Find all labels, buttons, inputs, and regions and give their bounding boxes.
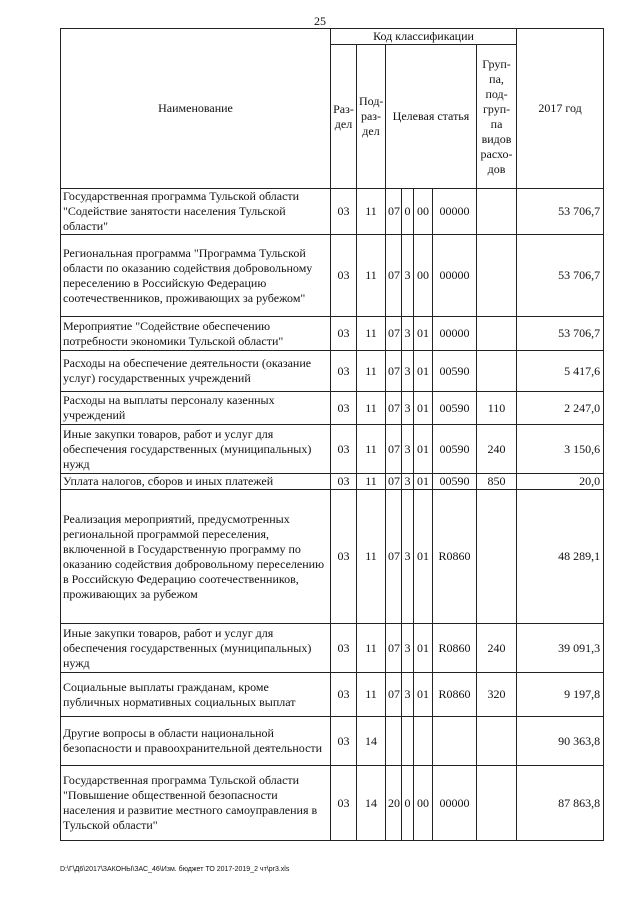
row-article-event: 01 — [414, 673, 433, 717]
header-expense-group: Груп- па, под- груп- па видов расхо- дов — [477, 45, 517, 189]
row-name: Государственная программа Тульской области "Содействие занятости населения Тульской области" — [61, 189, 331, 235]
page-number: 25 — [314, 14, 326, 28]
table-row — [61, 717, 604, 766]
row-article-subprogram — [402, 717, 414, 766]
row-name: Социальные выплаты гражданам, кроме публичных нормативных социальных выплат — [61, 673, 331, 717]
row-expense-group: 240 — [477, 425, 517, 474]
row-article-event: 01 — [414, 425, 433, 474]
row-article-program: 07 — [386, 425, 402, 474]
row-article-event: 00 — [414, 766, 433, 841]
row-name: Уплата налогов, сборов и иных платежей — [61, 474, 331, 490]
row-expense-group: 240 — [477, 624, 517, 673]
row-section: 03 — [331, 490, 357, 624]
row-expense-group: 850 — [477, 474, 517, 490]
table-row — [61, 235, 604, 317]
row-section: 03 — [331, 474, 357, 490]
row-name: Расходы на выплаты персоналу казенных учреждений — [61, 392, 331, 425]
row-article-subprogram: 3 — [402, 425, 414, 474]
row-article-program: 07 — [386, 317, 402, 351]
row-article-program: 07 — [386, 490, 402, 624]
row-amount: 53 706,7 — [517, 189, 604, 235]
row-article-program — [386, 717, 402, 766]
row-article-direction: 00590 — [433, 351, 477, 392]
row-expense-group — [477, 351, 517, 392]
row-article-subprogram: 3 — [402, 673, 414, 717]
row-section: 03 — [331, 189, 357, 235]
header-target-article: Целевая статья — [386, 45, 477, 189]
row-section: 03 — [331, 766, 357, 841]
footer-file-path: D:\Г\Д6\2017\ЗАКОНЫ\ЗАС_46\Изм. бюджет ТО 2017-2019_2 чт\pr3.xls — [60, 866, 290, 873]
row-name: Реализация мероприятий, предусмотренных региональной программой переселения, включенной в Государственную программу по оказанию содействия добровольному переселению в Российскую Федерацию соотечественников, проживающих за рубежом — [61, 490, 331, 624]
row-article-direction: R0860 — [433, 673, 477, 717]
row-name: Мероприятие "Содействие обеспечению потребности экономики Тульской области" — [61, 317, 331, 351]
table-row — [61, 624, 604, 673]
row-expense-group — [477, 717, 517, 766]
row-amount: 53 706,7 — [517, 235, 604, 317]
header-subsection: Под- раз- дел — [357, 45, 386, 189]
row-article-program: 07 — [386, 235, 402, 317]
row-article-subprogram: 0 — [402, 766, 414, 841]
table-row — [61, 425, 604, 474]
row-article-event: 00 — [414, 189, 433, 235]
row-expense-group — [477, 189, 517, 235]
row-amount: 48 289,1 — [517, 490, 604, 624]
row-article-subprogram: 3 — [402, 624, 414, 673]
row-article-program: 07 — [386, 673, 402, 717]
row-section: 03 — [331, 351, 357, 392]
budget-table — [60, 28, 604, 841]
table-header — [61, 29, 604, 189]
row-article-program: 07 — [386, 474, 402, 490]
row-section: 03 — [331, 235, 357, 317]
row-article-event: 01 — [414, 392, 433, 425]
row-article-program: 07 — [386, 351, 402, 392]
row-article-event: 01 — [414, 317, 433, 351]
row-subsection: 11 — [357, 673, 386, 717]
row-article-direction: 00000 — [433, 235, 477, 317]
table-row — [61, 766, 604, 841]
row-subsection: 11 — [357, 351, 386, 392]
row-subsection: 11 — [357, 474, 386, 490]
row-article-subprogram: 3 — [402, 235, 414, 317]
row-article-subprogram: 3 — [402, 490, 414, 624]
header-year: 2017 год — [517, 29, 604, 189]
row-amount: 20,0 — [517, 474, 604, 490]
row-amount: 5 417,6 — [517, 351, 604, 392]
row-article-direction: 00000 — [433, 317, 477, 351]
row-article-direction: 00000 — [433, 189, 477, 235]
row-name: Другие вопросы в области национальной безопасности и правоохранительной деятельности — [61, 717, 331, 766]
row-expense-group — [477, 235, 517, 317]
row-article-direction: 00590 — [433, 392, 477, 425]
table-row — [61, 189, 604, 235]
row-name: Региональная программа "Программа Тульской области по оказанию содействия добровольному переселению в Российскую Федерацию соотечественников, проживающих за рубежом" — [61, 235, 331, 317]
row-article-program: 07 — [386, 624, 402, 673]
row-article-subprogram: 3 — [402, 317, 414, 351]
row-section: 03 — [331, 425, 357, 474]
row-subsection: 11 — [357, 490, 386, 624]
row-article-subprogram: 3 — [402, 474, 414, 490]
row-subsection: 11 — [357, 624, 386, 673]
row-section: 03 — [331, 673, 357, 717]
header-name: Наименование — [61, 29, 331, 189]
row-subsection: 11 — [357, 392, 386, 425]
row-article-program: 07 — [386, 392, 402, 425]
row-article-direction: 00590 — [433, 425, 477, 474]
row-name: Государственная программа Тульской области "Повышение общественной безопасности населения и развитие местного самоуправления в Тульской области" — [61, 766, 331, 841]
row-section: 03 — [331, 717, 357, 766]
table-row — [61, 317, 604, 351]
row-article-program: 20 — [386, 766, 402, 841]
row-amount: 53 706,7 — [517, 317, 604, 351]
row-amount: 3 150,6 — [517, 425, 604, 474]
row-article-event: 01 — [414, 474, 433, 490]
row-article-subprogram: 3 — [402, 392, 414, 425]
table-row — [61, 474, 604, 490]
header-section: Раз- дел — [331, 45, 357, 189]
row-article-program: 07 — [386, 189, 402, 235]
row-expense-group: 110 — [477, 392, 517, 425]
row-expense-group — [477, 317, 517, 351]
row-subsection: 11 — [357, 425, 386, 474]
table-row — [61, 490, 604, 624]
row-article-direction: 00590 — [433, 474, 477, 490]
row-article-subprogram: 3 — [402, 351, 414, 392]
row-article-event: 01 — [414, 351, 433, 392]
row-article-subprogram: 0 — [402, 189, 414, 235]
row-section: 03 — [331, 317, 357, 351]
row-article-event — [414, 717, 433, 766]
row-expense-group — [477, 766, 517, 841]
row-article-event: 00 — [414, 235, 433, 317]
row-article-direction: R0860 — [433, 624, 477, 673]
row-name: Расходы на обеспечение деятельности (оказание услуг) государственных учреждений — [61, 351, 331, 392]
header-code-group: Код классификации — [331, 29, 517, 45]
row-expense-group: 320 — [477, 673, 517, 717]
row-article-direction — [433, 717, 477, 766]
row-article-event: 01 — [414, 490, 433, 624]
table-row — [61, 392, 604, 425]
row-name: Иные закупки товаров, работ и услуг для обеспечения государственных (муниципальных) нужд — [61, 425, 331, 474]
row-subsection: 11 — [357, 317, 386, 351]
row-amount: 87 863,8 — [517, 766, 604, 841]
table-row — [61, 351, 604, 392]
row-name: Иные закупки товаров, работ и услуг для обеспечения государственных (муниципальных) нужд — [61, 624, 331, 673]
row-subsection: 14 — [357, 717, 386, 766]
table-body — [61, 189, 604, 841]
row-amount: 9 197,8 — [517, 673, 604, 717]
row-amount: 90 363,8 — [517, 717, 604, 766]
row-section: 03 — [331, 624, 357, 673]
row-subsection: 11 — [357, 235, 386, 317]
row-subsection: 11 — [357, 189, 386, 235]
row-article-direction: R0860 — [433, 490, 477, 624]
row-amount: 2 247,0 — [517, 392, 604, 425]
table-row — [61, 673, 604, 717]
row-article-direction: 00000 — [433, 766, 477, 841]
row-article-event: 01 — [414, 624, 433, 673]
row-subsection: 14 — [357, 766, 386, 841]
row-expense-group — [477, 490, 517, 624]
row-section: 03 — [331, 392, 357, 425]
row-amount: 39 091,3 — [517, 624, 604, 673]
